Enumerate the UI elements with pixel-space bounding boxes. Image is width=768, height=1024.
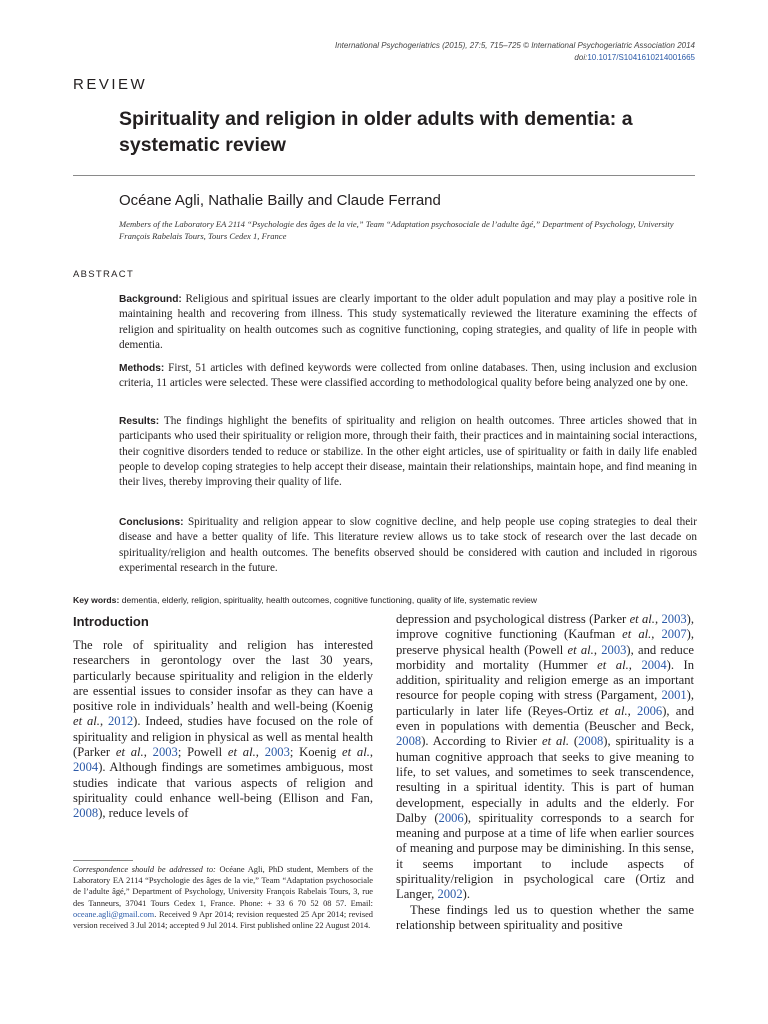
- title-divider: [73, 175, 695, 176]
- body-text-segment: ), preserve physical health (Powell: [396, 627, 694, 657]
- abstract-conclusions-heading: Conclusions:: [119, 517, 184, 528]
- body-text-segment: ,: [628, 657, 642, 672]
- body-text-segment: ,: [654, 612, 662, 626]
- citation-year-link[interactable]: 2008: [73, 806, 99, 821]
- citation-year-link[interactable]: 2004: [641, 657, 667, 672]
- right-column: [396, 612, 694, 933]
- et-al-text: et al.: [227, 745, 256, 760]
- body-text-segment: ,: [627, 703, 638, 718]
- citation-year-link[interactable]: 2007: [661, 627, 687, 642]
- body-text-segment: ), reduce levels of: [98, 806, 189, 821]
- body-text-segment: ,: [369, 745, 374, 760]
- body-text-segment: ), and reduce morbidity and mortality (Hummer: [396, 642, 694, 672]
- body-text-segment: ), improve cognitive functioning (Kaufman: [396, 612, 694, 642]
- abstract-methods-heading: Methods:: [119, 363, 165, 374]
- citation-year-link[interactable]: 2002: [437, 887, 463, 902]
- footnote-email-link[interactable]: oceane.agli@gmail.com: [73, 909, 155, 919]
- section-label: REVIEW: [73, 76, 148, 93]
- body-text-segment: ), spirituality is a human cognitive approach that seeks to give meaning to life, to set values, and sometimes to seek transcendence, resulting in a spiritual identity. This is part of human development, especially in adults and the elderly. For Dalby (: [396, 734, 694, 825]
- footnote-dates: . Received 9 Apr 2014; revision requested 25 Apr 2014; revised version received 3 Jul 2014; accepted 9 Jul 2014. First published online 22 August 2014.: [73, 909, 373, 931]
- citation-year-link[interactable]: 2008: [578, 734, 604, 749]
- introduction-paragraph-right: [396, 612, 694, 903]
- journal-header: [335, 40, 695, 64]
- keywords-heading: Key words:: [73, 595, 120, 605]
- abstract-conclusions-text: Spirituality and religion appear to slow cognitive decline, and help people use coping strategies to deal their disease and have a better quality of life. This literature review allows us to take stock of research over the last decade on spirituality/religion and health outcomes. The benefits observed should be considered with caution and included in rigorous experimental research in the future.: [119, 516, 697, 574]
- citation-year-link[interactable]: 2003: [601, 642, 627, 657]
- footnote-divider: [73, 860, 133, 861]
- doi-prefix: doi:: [574, 53, 588, 62]
- footnote-intro: Correspondence should be addressed to:: [73, 865, 216, 874]
- abstract-label: ABSTRACT: [73, 269, 135, 280]
- citation-year-link[interactable]: 2004: [73, 760, 99, 775]
- citation-year-link[interactable]: 2008: [396, 734, 422, 749]
- body-text-segment: ,: [255, 745, 265, 760]
- citation-year-link[interactable]: 2006: [438, 810, 464, 825]
- article-title: Spirituality and religion in older adults with dementia: a systematic review: [119, 108, 633, 156]
- abstract-results: [119, 414, 697, 490]
- citation-year-link[interactable]: 2003: [152, 745, 178, 760]
- body-text-segment: ), spirituality corresponds to a search for meaning and purpose at a time of life when earlier sources of meaning and purpose may be diminishing. In this sense, it seems important to include aspects of spirituality/religion in psychological care (Ortiz and Langer,: [396, 810, 695, 902]
- body-text-segment: The role of spirituality and religion has interested researchers in gerontology over the last 30 years, particularly because spirituality and religion in the elderly are essential issues to consider insofar as they can have a positive role in individuals’ health and well-being (Koenig: [73, 638, 373, 714]
- doi-line: [335, 52, 695, 64]
- body-text-segment: ,: [99, 714, 108, 729]
- body-text-segment: ), particularly in later life (Reyes-Ortiz: [396, 688, 694, 718]
- abstract-background-text: Religious and spiritual issues are clearly important to the older adult population and may play a positive role in maintaining health and recovering from illness. This study systematically reviewed the literature examining the effects of religion and spirituality on health outcomes such as cognitive functioning, coping strategies, and quality of life in people with dementia.: [119, 293, 698, 351]
- et-al-text: et al.: [542, 734, 569, 749]
- abstract-conclusions: [119, 515, 697, 576]
- body-text-segment: ). Indeed, studies have focused on the role of spirituality and religion in physical as well as mental health (Parker: [73, 714, 374, 760]
- doi-link[interactable]: 10.1017/S1041610214001665: [587, 53, 695, 62]
- body-text-segment: ; Koenig: [289, 745, 343, 760]
- citation-year-link[interactable]: 2006: [637, 703, 663, 718]
- et-al-text: et al.: [115, 745, 144, 760]
- keywords: [73, 595, 713, 605]
- body-text-segment: ).: [462, 887, 470, 902]
- body-text-segment: ; Powell: [177, 745, 228, 760]
- correspondence-footnote: [73, 864, 373, 931]
- body-text-segment: ). According to Rivier: [421, 734, 542, 749]
- et-al-text: et al.: [629, 612, 655, 626]
- et-al-text: et al.: [73, 714, 100, 729]
- citation-year-link[interactable]: 2012: [107, 714, 134, 729]
- citation-year-link[interactable]: 2001: [661, 688, 687, 703]
- journal-citation: International Psychogeriatrics (2015), 27:5, 715–725 © International Psychogeriatric Association 2014: [334, 41, 695, 50]
- citation-year-link[interactable]: 2003: [661, 612, 687, 626]
- abstract-background: [119, 292, 697, 353]
- body-text-segment: (: [568, 734, 579, 749]
- abstract-results-text: The findings highlight the benefits of spirituality and religion on health outcomes. Three articles showed that in participants who used their spirituality or religion more, through their faith, their practices and in maintaining social interactions, their cognitive disorders tended to reduce or stabilize. In the other eight articles, use of spirituality or faith in daily life enabled people to develop coping strategies to help accept their disease, maintain their relationships, maintain hope, and find meaning in their lives, thereby improving their quality of life.: [119, 415, 697, 489]
- body-text-segment: ), and even in populations with dementia (Beuscher and Beck,: [396, 703, 694, 734]
- introduction-heading: Introduction: [73, 614, 149, 629]
- body-text-segment: ,: [651, 627, 662, 642]
- footnote-text: Océane Agli, PhD student, Members of the Laboratory EA 2114 “Psychologie des âges de la vie,” Team “Adaptation psychosociale de l’adulte âgé,” Department of Psychology, University François Rabelais Tours, 3, rue des Tanneurs, 37041 Tours Cedex 1, France. Phone: + 33 6 70 52 08 57. Email:: [73, 865, 373, 908]
- left-column: [73, 612, 373, 822]
- introduction-paragraph-left: [73, 638, 373, 822]
- et-al-text: et al.: [597, 657, 629, 672]
- et-al-text: et al.: [599, 703, 628, 718]
- abstract-results-heading: Results:: [119, 416, 160, 427]
- abstract-background-heading: Background:: [119, 294, 182, 305]
- author-affiliation: Members of the Laboratory EA 2114 “Psychologie des âges de la vie,” Team “Adaptation psychosociale de l’adulte âgé,” Department of Psychology, University François Rabelais Tours, Tours Cedex 1, France: [119, 219, 674, 241]
- body-text-segment: depression and psychological distress (Parker: [396, 612, 630, 626]
- body-text-segment: ,: [143, 745, 153, 760]
- body-text-segment: ,: [593, 642, 602, 657]
- abstract-methods-text: First, 51 articles with defined keywords were collected from online databases. Then, using inclusion and exclusion criteria, 11 articles were selected. These were classified according to methodological quality before being analyzed one by one.: [119, 362, 698, 390]
- body-text-segment: ). In addition, spirituality and religion emerge as an important resource for people coping with stress (Pargament,: [396, 657, 694, 703]
- et-al-text: et al.: [567, 642, 594, 657]
- abstract-methods: [119, 361, 697, 392]
- body-text-segment: ). Although findings are sometimes ambiguous, most studies indicate that various aspects of religion and spirituality could enhance well-being (Ellison and Fan,: [73, 760, 373, 805]
- author-list: Océane Agli, Nathalie Bailly and Claude Ferrand: [119, 192, 441, 209]
- keywords-text: dementia, elderly, religion, spirituality, health outcomes, cognitive functioning, quality of life, systematic review: [121, 595, 537, 605]
- introduction-paragraph-2: These findings led us to question whether the same relationship between spirituality and positive: [396, 902, 694, 932]
- et-al-text: et al.: [342, 745, 370, 760]
- et-al-text: et al.: [622, 627, 652, 642]
- citation-year-link[interactable]: 2003: [264, 745, 290, 760]
